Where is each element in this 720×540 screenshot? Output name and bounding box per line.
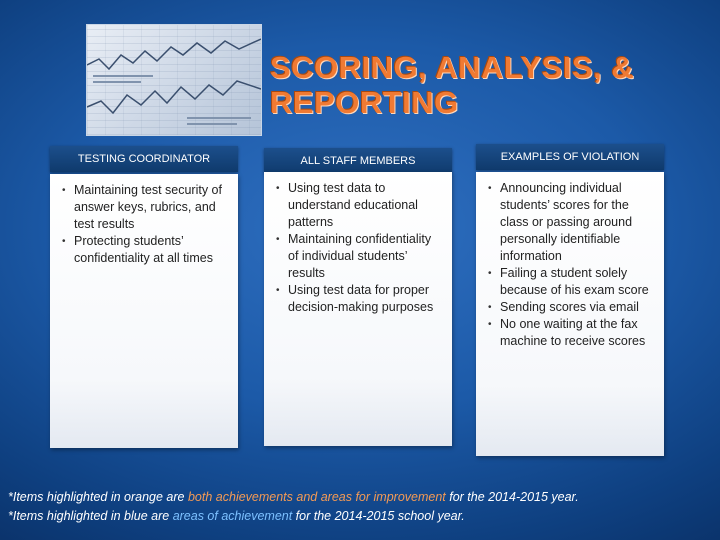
- column-heading-all-staff-members: ALL STAFF MEMBERS: [264, 148, 452, 174]
- list-item: • Protecting students’ confidentiality at all times: [58, 233, 230, 267]
- column-heading-examples-of-violation: EXAMPLES OF VIOLATION: [476, 144, 664, 170]
- list-item: • No one waiting at the fax machine to receive scores: [484, 316, 656, 350]
- footnote-blue-suffix: for the 2014-2015 school year.: [292, 509, 465, 523]
- footnote-blue: [8, 507, 718, 526]
- testing-coordinator-panel: [50, 174, 238, 448]
- footnote-orange-highlight: both achievements and areas for improvement: [187, 490, 446, 504]
- examples-of-violation-panel: [476, 172, 664, 456]
- page-title: [270, 50, 634, 120]
- list-item: • Using test data to understand educational patterns: [272, 180, 444, 231]
- column-heading-testing-coordinator: TESTING COORDINATOR: [50, 146, 238, 172]
- list-item: • Sending scores via email: [484, 299, 656, 316]
- footnotes: [8, 488, 718, 526]
- all-staff-members-panel: [264, 172, 452, 446]
- list-item: • Announcing individual students’ scores for the class or passing around personally identifiable information: [484, 180, 656, 265]
- footnote-orange-suffix: for the 2014-2015 year.: [445, 490, 579, 504]
- title-line-2: REPORTING: [270, 85, 459, 120]
- footnote-blue-prefix: *Items highlighted in blue are: [8, 509, 173, 523]
- all-staff-members-list: [264, 172, 452, 316]
- title-line-1: SCORING, ANALYSIS, &: [270, 50, 635, 85]
- footnote-blue-highlight: areas of achievement: [172, 509, 293, 523]
- financial-chart-image: [86, 24, 262, 136]
- list-item: • Maintaining test security of answer keys, rubrics, and test results: [58, 182, 230, 233]
- list-item: • Maintaining confidentiality of individual students’ results: [272, 231, 444, 282]
- footnote-orange-prefix: *Items highlighted in orange are: [8, 490, 188, 504]
- examples-of-violation-list: [476, 172, 664, 350]
- list-item: • Using test data for proper decision-making purposes: [272, 282, 444, 316]
- footnote-orange: [8, 488, 718, 507]
- list-item: • Failing a student solely because of his exam score: [484, 265, 656, 299]
- testing-coordinator-list: [50, 174, 238, 267]
- stock-line-chart-icon: [87, 25, 261, 135]
